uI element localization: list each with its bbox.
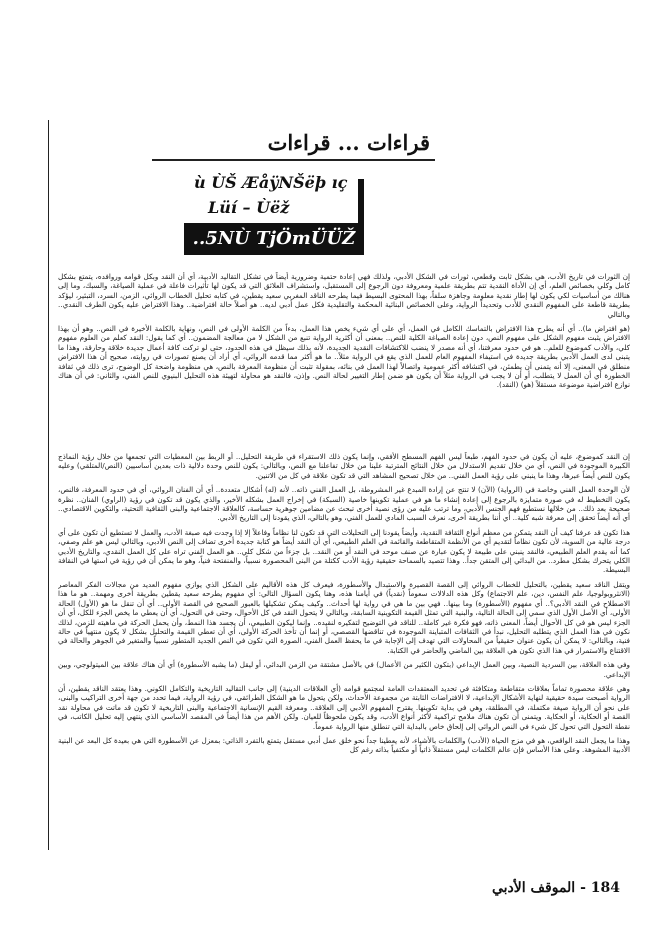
left-column-rule xyxy=(48,120,49,850)
logo-line-2: Lüí – Ùëž xyxy=(208,198,290,217)
paragraph: لأن الوحدة العمل الفني وخاصة في (الرواية) (الآن) لا تنتج عن إرادة المبدع غير المشروطة، بل العمل الفني ذاته.. لأنه (له) أشكال متعددة.. أي أن الفنان الروائي، أي في حدود المعرفة، فالنص، يكون التخطيط له في صورة متمايزة بالرجوع إلى إعادة إنشاء ما هو في عملية تكوينها خاصية (السبكة) في إخراج العمل بشكله الأخير، والذي يكون قد تكون في رؤية (الراوي) الفنان.. نظرة صحيحة بعد ذلك.. من خلالها نستطيع فهم الجنس الأدبي، وما ترتب عليه من رؤى نصية أخرى تبحث عن مضامين جوهرية حساسة، كالعلاقة الاجتماعية والبنى الثقافية التحتية، والتكوين الاقتصادي.. أي أنه أيضاً تحقق إلى معرفة شبه كلية.. أي أننا بطريقة أخرى، نعرف السبب المادي للعمل الفني، وهو بالتالي، الذي يقودنا إلى التاريخ الأدبي. xyxy=(58,485,630,523)
page-footer: 184 - الموقف الأدبي xyxy=(491,880,620,896)
article-logo xyxy=(184,171,364,263)
article-section-2 xyxy=(58,452,630,838)
logo-band: ..5NÙ TjÖmÜÜŽ xyxy=(184,223,364,255)
paragraph: إن النقد كموضوع، عليه أن يكون في حدود الفهم، طبعاً ليس الفهم المسطح الأفقي، وإنما يكون ذلك الاستقراء في طريقة التحليل.. أو الربط بين المعطيات التي تجمعها من خلال رؤية النماذج الكبيرة الموجودة في النص، أي من خلال تقديم الاستدلال من خلال النتائج المترتبة علينا من خلال تفاعلنا مع النص، وبالتالي: يكون للنص وحدة دلالية ذات بعدين أساسيين (النص/المتلقي) وعليه يكون للنص أيضاً عبرها، وهذا ما ينبني على رؤية العمل الفني.. من خلال تصحيح المشاهد التي قد تكون علاقة في كل من الاتنين. xyxy=(58,452,630,480)
paragraph: ويتقل الناقد سعيد يقطين، بالتحليل للخطاب الروائي إلى القصة القصيرة والاستبدال والأسطورة، فيعرف كل هذه الأقاليم على الشكل الذي يوازي مفهوم العديد من مجالات الفكر المعاصر (الانثروبولوجيا، علم النفس، دين، علم الاجتماع) وكل هذه الدلالات سعوماً (نقدياً) في أيامنا هذه، وهنا يكون السؤال التالي: أي مفهوم يطرحه سعيد يقطين بطريقة أخرى ومهمة.. هو ما هذا الاصطلاح في النقد الأدبي؟.. أي مفهوم (الأسطورة) وما بينها.. فهي بين ما هي في رواية لها أحداث.. وكيف يمكن تشكيلها بالعبور الصحيح في القصة الأولى.. أي أن تنقل ما هو (الأول) الحالة الأولى، أي الأصل الأول الذي سمي إلى الحالة التالية، والبنية التي تمثل القيمة التكوينية السابقة، وبالتالي لا يتحول النقد في كل الأحوال، وحتى في التحول، أي أن يعطي ما يخص الجزء للكل، أي أن الجزء ليس هو في كل الأحوال أيضاً، المعنى ذاته، فهو فكرة غير كاملة.. للناقد في التوضيح لتفكيره لنقيده.. وإنما ليكون الطبيعي، أن يجسد هذا النمط، وأن يحمل الحركة في ماهيته للزمن، لذلك نكون في هذا العمل الذي يتطلبه التحليل، نبدأ في الثقافات المتباينة الموجودة في تناقضها القصصي، أو إنما أن تأخذ الحركة الأولى، أي أن تعطي القيمة والتحليل بشكل لا يكون منتهياً في حالة فنية، وبالتالي: لا يمكن أن يكون عنوان حقيقياً من المحاولات التي تهدف إلى الإجابة في ما يحفظ العمل الفني، الصورة التي تكون في النص الجديد المتطور نسبياً والمتغير في الجوهر والحالة في الاقتناع والاستمرار في هذا الذي تكون هي العلاقة بين الماضي والحاضر في الكتابة. xyxy=(58,579,630,655)
paragraph: وهي علاقة محصورة تماماً بعلاقات متقاطعة ومتكافئة في تحديد المعتقدات العامة لمجتمع قوامه (أي العلاقات الدينية) إلى جانب التقاليد التاريخية والتكامل الكوني. وهذا يعتقد الناقد يقطين، أن الرواية أصبحت سيدة حقيقية لنهاية الأشكال الإبداعية، لا الافتراضات الثابتة من مجموعة الأحداث، ولكن يتحول ما هو الشكل الطرائقي، في رؤية الرواية، فيما تحدد من جهة أخرى التراكيب والبنى، على نحو أن الرواية صيغة مكتملة، في المطلقة، وهي في بداية تكوينها. يقترح المفهوم الأدبي إلى العلاقة.. ومعرفة القيم الإنسانية الاجتماعية والبنى التاريخية لا تكون قد ماتت في محاولة نقد القصة أو الحكاية، أو الحكاية. ويتمنى أن تكون هناك ملامح تراكمية لأكثر أنواع الأدب، وقد يكون ملحوظاً للعيان. ولكن الأهم من هذا أيضاً في المقصد الأساسي الذي ينتهي إليه تحليل الكاتب، في نقطة التحول التي تحول كل شيء في النص الروائي إلى إلحاق خاص بالبداية التي تنطلق منها الرواية عموماً. xyxy=(58,683,630,731)
article-section-1 xyxy=(58,272,630,444)
page-title: قراءات ... قراءات xyxy=(267,130,430,155)
paragraph: وفي هذه العلاقة، بين السردية النصية، وبين العمل الإبداعي (بتكون الكثير من الأعمال) في بالأصل مشتقة من الزمن البدائي، أو ليقل (ما يشبه الأسطورة) أي أن هناك علاقة بين الميتولوجي، وبين الإبداعي. xyxy=(58,660,630,679)
logo-text-block xyxy=(184,171,364,219)
paragraph: هذا تكون قد عرفنا كيف أن النقد يتمكن من معظم أنواع الثقافة النقدية، وأيضاً يقودنا إلى التحليلات التي قد تكون لنا نظاماً وفاعلاً إلا إذا وجدت فيه صبغة الأدب، والعمل لا تستطيع أن تكون على أي درجة عالية من السوية، لأن تكون نظاماً لتقديم أي من الأنظمة المتقاطعة والقائمة في العلم الطبيعي، أي أن النقد أيضاً هو كتابة جديدة أخرى تضاف إلى النص الأدبي، وبالتالي ليس هو علم وصفي، كما أنه يقدم العلم الطبيعي، فالنقد ينبني على طبيعة لا يكون عبارة عن صنف موحد في النقد أو من النقد.. بل جزءاً من شكل كلي.. هو العمل الفني تراه على كل العمل النقدي، والتاريخ الأدبي الكلي يتحرك بشكل مطرد.. من البدائي إلى المتقن جداً.. وهذا تتصيد بالسماحة حقيقية رؤية الأدب ككتلة من البنى المحصورة نسبياً، والمنفتحة فنياً، وهو ما يمكن أن في رؤية في استها في النقافة البسيطة. xyxy=(58,527,630,575)
title-underline xyxy=(152,159,435,161)
paragraph: وهذا ما يجعل النقد الواقعي، هو في مزج الحياة (الأدب) والكلمات بالأشياء، لأنه يعطينا جداً نحو خلق عمل أدبي مستقل يتمتع بالتفرد الذاتي: بمعزل عن الأسطورة التي هي بعيدة كل البعد عن البنية الأدبية المشوهة. وعلى هذا الأساس فإن عالم الكلمات ليس مستقلاً ذاتياً أو مكتفياً بذاته رغم كل xyxy=(58,735,630,755)
paragraph: إن الثورات في تاريخ الأدب، هي بشكل ثابت وقطعي، ثورات في الشكل الأدبي، ولذلك فهي إعادة حتمية وضرورية أيضاً في تشكل التقاليد الأدبية، أي أن النقد وبكل قوامه وروافده، يتمتع بشكل كامل وكلي بخصائص العلم، أي إن الأداة النقدية تتم بطريقة علمية ومعروفة دون الرجوع إلى المستقبل، واستشراف العلائق التي قد يكون لها تأثيرات فاعلة في عملية الصياغة، والسبك، وما إلى هنالك من أساسيات لكي يكون لها إطار نقدية معلومة وجاهزة سلفاً، بهذا المحتوى البسيط فيما يطرحه الناقد المغربي سعيد يقطين، في كتابه تحليل الخطاب الروائي، الزمن، السرد، التبئير، ليؤكد بطريقة قاطعة على المفهوم النقدي للأدب وتحديداً الرواية، وعلى الخصائص البنائية المحكمة والتقليدية فكل عمل أدبي لديه.. هو أصلاً حالة افتراضية.. وهذا الافتراض عليه يكون الطرف النقدي.. وبالتالي xyxy=(58,272,630,319)
paragraph: (هو افتراض ما).. أي أنه يطرح هذا الافتراض بالتماسك الكامل في العمل، أي على أي شيء يخص هذا العمل، بدءاً من الكلمة الأولى في النص، ونهاية بالكلمة الأخيرة في النص.. وهو أن بهذا الافتراض يثبت مفهوم الشكل على مفهوم النص، دون إعادة الصياغة الكلية للنص.. بمعنى أن أكثرية الرواية تنبع من الشكل لا من معالجة المضمون.. أي كما يقول: النقد كعلم من العلوم مفهوم كلي، والأدب كموضوع للعلم.. هو في حدود معرفتنا، أي أنه مصدر لا ينضب للاكتشافات النقدية الجديدة، لأنه بذلك سيظل في هذه الحدود، حتى لو تركت كافة أعمال جديدة خلاقة وحارقة، وهذا ما يتبنى لدى العمل الأدبي بطريقة جديدة في استيفاء المفهوم العام للعمل الذي يقع في الرواية مثلاً.. ما هو أكثر مما قدمه الروائي، أي أراد أن يصنع تصورات في روايته، صحيح أن هذا الافتراض منطلق في المعنى، إلا أنه يتمنى أن يطمئن، في اكتشافه أكثر عمومية واتصالاً لهذا العمل في بنائه، بمقولة تثبت أن منظومة المعرفة بالنص، هي منظومة واضحة كل الوضوح، ترى ذلك في ثقافة الخطورة أي أن العمل لا يتطلب، أو أن لا يجب في الرواية مثلاً أن يكون هو ضمن إطار التغيير لحالة النص. وإذن، فالنقد هو محاولة لتهيئة هذه التحليل البنيوي للنص الفني، والثاني: في أن هناك نوازع افتراضية موضوعة مستقلاً (هو) (النقد). xyxy=(58,324,630,390)
logo-line-1: ù ÙŠ ÆåÿNŠëþ ıç xyxy=(194,173,348,192)
